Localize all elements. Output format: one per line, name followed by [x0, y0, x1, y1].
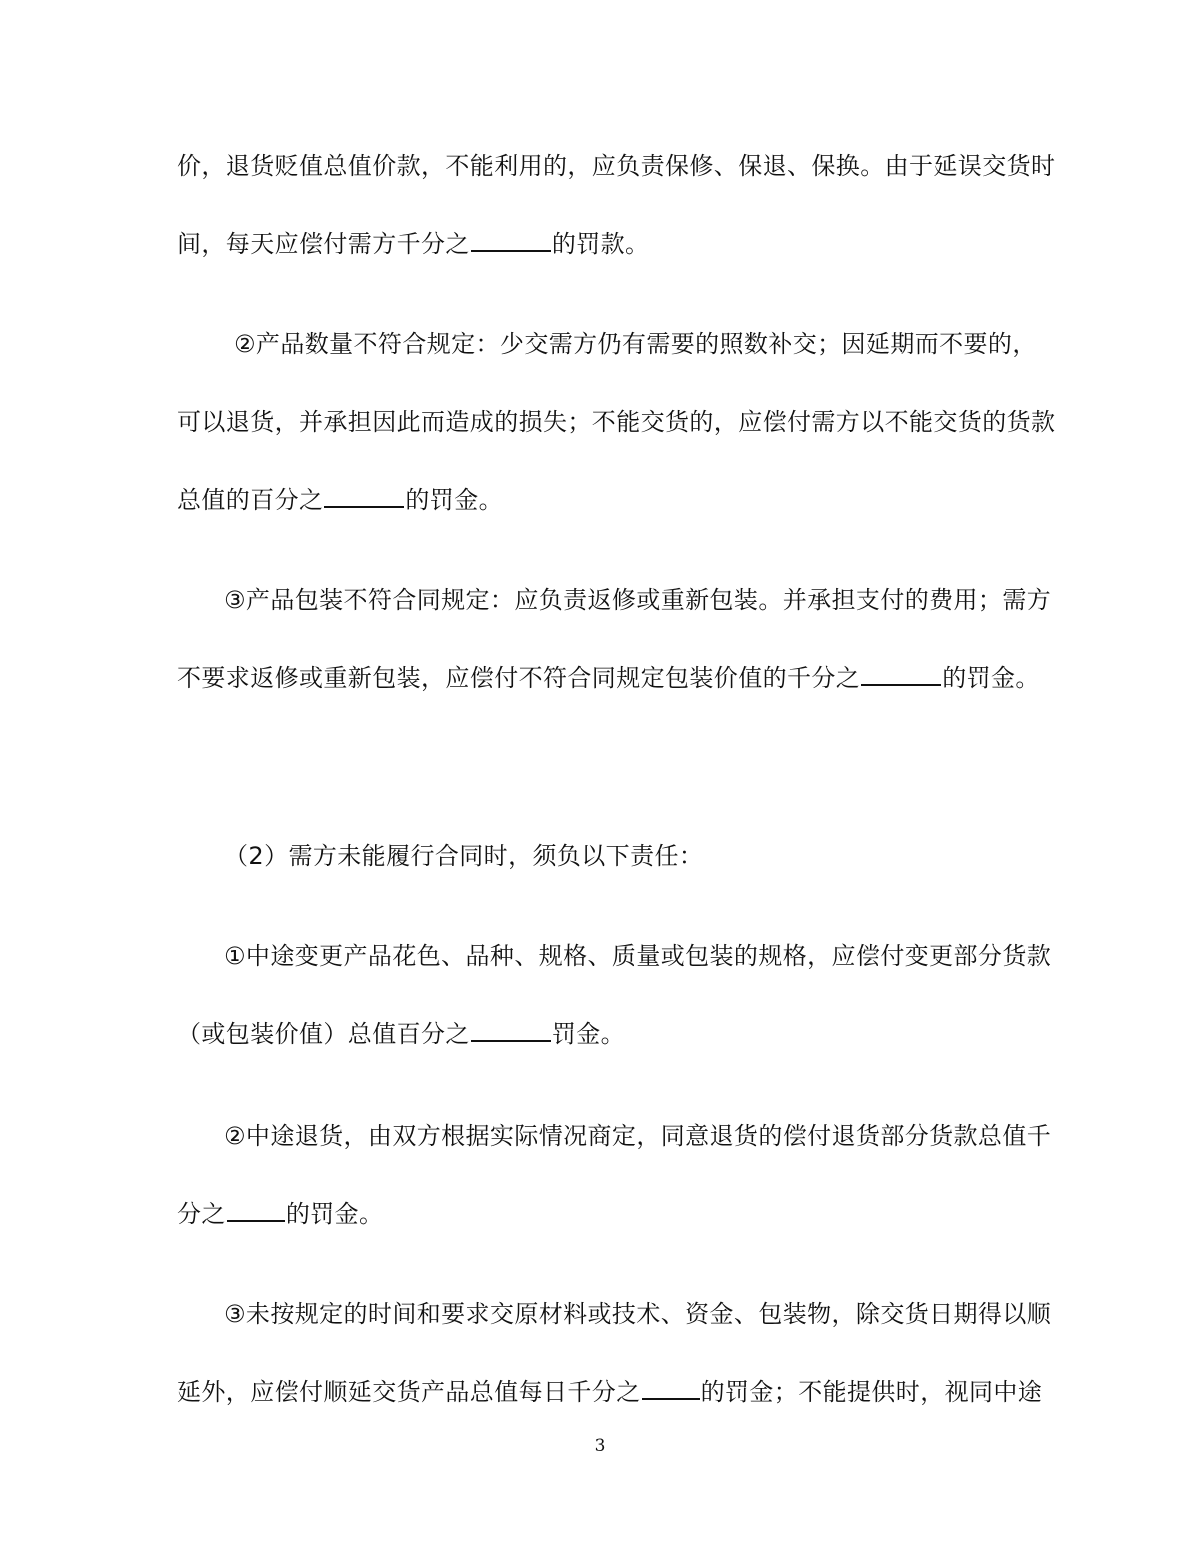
line-text: 的罚金。	[405, 486, 504, 514]
paragraph-line	[177, 1018, 1037, 1050]
line-text: 可以退货，并承担因此而造成的损失；不能交货的，应偿付需方以不能交货的货款	[177, 408, 1056, 436]
paragraph-line	[177, 406, 1056, 438]
line-text: 价，退货贬值总值价款，不能利用的，应负责保修、保退、保换。由于延误交货时	[177, 152, 1056, 180]
line-text: 的罚金。	[942, 664, 1040, 692]
fill-in-blank	[861, 662, 941, 686]
paragraph-line	[177, 1198, 1037, 1230]
line-text: 总值的百分之	[177, 486, 324, 514]
line-text: 的罚款。	[551, 230, 650, 258]
paragraph-line	[177, 150, 1056, 182]
fill-in-blank	[471, 228, 551, 252]
line-text: 罚金。	[551, 1020, 626, 1048]
paragraph-line	[224, 1120, 1084, 1152]
paragraph-line	[177, 228, 1037, 260]
fill-in-blank	[471, 1018, 551, 1042]
line-text: 间，每天应偿付需方千分之	[177, 230, 470, 258]
paragraph-line	[224, 584, 1084, 616]
paragraph-line	[177, 1376, 1043, 1408]
page-number: 3	[594, 1436, 606, 1456]
line-text: ③产品包装不符合同规定：应负责返修或重新包装。并承担支付的费用；需方	[224, 586, 1052, 614]
line-text: ②中途退货，由双方根据实际情况商定，同意退货的偿付退货部分货款总值千	[224, 1122, 1052, 1150]
paragraph-line	[177, 484, 1037, 516]
paragraph-line	[224, 940, 1084, 972]
line-text: ①中途变更产品花色、品种、规格、质量或包装的规格，应偿付变更部分货款	[224, 942, 1052, 970]
paragraph-line	[224, 1298, 1084, 1330]
line-text: （或包装价值）总值百分之	[177, 1020, 470, 1048]
line-text: 不要求返修或重新包装，应偿付不符合同规定包装价值的千分之	[177, 664, 861, 692]
fill-in-blank	[642, 1376, 700, 1400]
paragraph-line	[234, 328, 1094, 360]
fill-in-blank	[324, 484, 404, 508]
line-text: 的罚金。	[285, 1200, 384, 1228]
fill-in-blank	[227, 1198, 285, 1222]
line-text: 的罚金；不能提供时，视同中途	[700, 1378, 1043, 1406]
line-text: ③未按规定的时间和要求交原材料或技术、资金、包装物，除交货日期得以顺	[224, 1300, 1052, 1328]
line-text: ②产品数量不符合规定：少交需方仍有需要的照数补交；因延期而不要的，	[234, 330, 1037, 358]
paragraph-line	[177, 662, 1040, 694]
line-text: （2）需方未能履行合同时，须负以下责任：	[224, 842, 704, 870]
section-heading	[224, 840, 1084, 872]
line-text: 分之	[177, 1200, 226, 1228]
line-text: 延外，应偿付顺延交货产品总值每日千分之	[177, 1378, 641, 1406]
